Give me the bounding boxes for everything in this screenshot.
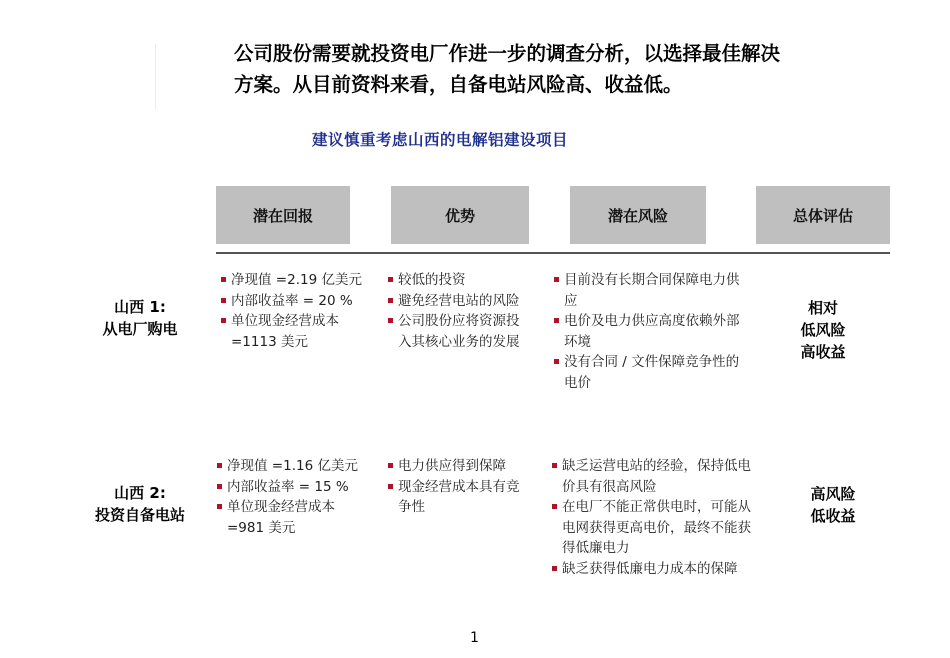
bullet-icon — [217, 484, 222, 489]
bullet-icon — [221, 277, 226, 282]
list-item: 较低的投资 — [388, 270, 528, 291]
evaluation-option-2: 高风险 低收益 — [810, 485, 856, 525]
list-item: 单位现金经营成本 =1113 美元 — [221, 311, 371, 352]
bullet-icon — [221, 298, 226, 303]
row-label-subtitle: 从电厂购电 — [102, 320, 178, 338]
bullet-icon — [388, 277, 393, 282]
list-item: 单位现金经营成本 =981 美元 — [217, 497, 369, 538]
list-item: 避免经营电站的风险 — [388, 291, 528, 312]
list-item: 公司股份应将资源投入其核心业务的发展 — [388, 311, 528, 352]
headline-line-2: 方案。从目前资料来看，自备电站风险高、收益低。 — [234, 73, 683, 96]
row-label-title: 山西 2: — [114, 484, 166, 502]
bullet-icon — [388, 318, 393, 323]
row-label-subtitle: 投资自备电站 — [94, 506, 185, 524]
advantages-cell-option-2 — [388, 456, 528, 518]
decorative-divider — [155, 44, 156, 110]
list-item: 内部收益率 = 15 % — [217, 477, 369, 498]
bullet-icon — [217, 504, 222, 509]
list-item: 电力供应得到保障 — [388, 456, 528, 477]
column-header-returns: 潜在回报 — [216, 186, 350, 244]
bullet-icon — [221, 318, 226, 323]
list-item: 在电厂不能正常供电时，可能从电网获得更高电价，最终不能获得低廉电力 — [552, 497, 752, 559]
list-item: 内部收益率 = 20 % — [221, 291, 371, 312]
bullet-icon — [554, 359, 559, 364]
bullet-icon — [552, 566, 557, 571]
bullet-icon — [217, 463, 222, 468]
evaluation-option-1: 相对 低风险 高收益 — [800, 299, 846, 361]
bullet-icon — [388, 463, 393, 468]
bullet-icon — [554, 277, 559, 282]
headline-line-1: 公司股份需要就投资电厂作进一步的调查分析，以选择最佳解决 — [234, 42, 781, 65]
returns-cell-option-2 — [217, 456, 369, 538]
list-item: 现金经营成本具有竞争性 — [388, 477, 528, 518]
advantages-cell-option-1 — [388, 270, 528, 352]
list-item: 净现值 =2.19 亿美元 — [221, 270, 371, 291]
bullet-icon — [388, 484, 393, 489]
column-header-risks: 潜在风险 — [570, 186, 706, 244]
column-header-evaluation: 总体评估 — [756, 186, 890, 244]
risks-cell-option-2 — [552, 456, 752, 579]
column-header-advantages: 优势 — [391, 186, 529, 244]
returns-cell-option-1 — [221, 270, 371, 352]
risks-cell-option-1 — [554, 270, 750, 393]
list-item: 缺乏运营电站的经验，保持低电价具有很高风险 — [552, 456, 752, 497]
row-label-option-2 — [80, 482, 200, 526]
bullet-icon — [552, 463, 557, 468]
bullet-icon — [552, 504, 557, 509]
row-label-title: 山西 1: — [114, 298, 166, 316]
bullet-icon — [388, 298, 393, 303]
subtitle: 建议慎重考虑山西的电解铝建设项目 — [312, 131, 569, 149]
list-item: 目前没有长期合同保障电力供应 — [554, 270, 750, 311]
headline — [234, 38, 934, 100]
list-item: 缺乏获得低廉电力成本的保障 — [552, 559, 752, 580]
row-label-option-1 — [80, 296, 200, 340]
header-rule — [216, 252, 890, 254]
list-item: 电价及电力供应高度依赖外部环境 — [554, 311, 750, 352]
page-number: 1 — [470, 630, 479, 646]
list-item: 没有合同 / 文件保障竞争性的电价 — [554, 352, 750, 393]
bullet-icon — [554, 318, 559, 323]
list-item: 净现值 =1.16 亿美元 — [217, 456, 369, 477]
